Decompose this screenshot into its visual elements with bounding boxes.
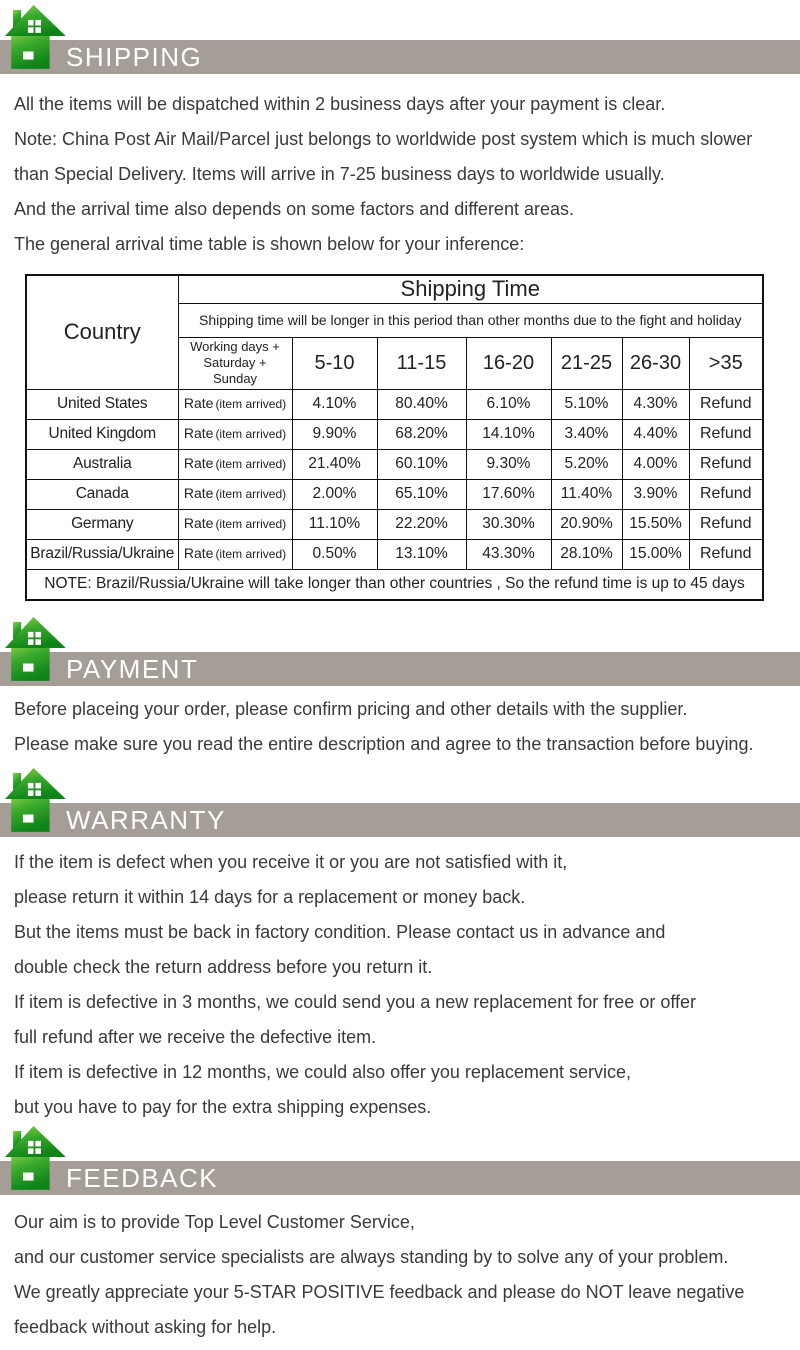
paragraph-line: please return it within 14 days for a replacement or money back.: [14, 887, 526, 907]
pct-cell: 3.90%: [622, 479, 689, 509]
pct-cell: 4.30%: [622, 389, 689, 419]
refund-cell: Refund: [689, 539, 763, 569]
paragraph-line: feedback without asking for help.: [14, 1317, 277, 1337]
pct-cell: 11.10%: [292, 509, 377, 539]
pct-cell: 68.20%: [377, 419, 466, 449]
table-row: [26, 479, 763, 509]
paragraph-line: The general arrival time table is shown below for your inference:: [14, 234, 525, 254]
refund-cell: Refund: [689, 389, 763, 419]
country-cell: United States: [26, 389, 178, 419]
pct-cell: 80.40%: [377, 389, 466, 419]
rate-sublabel: (item arrived): [215, 487, 287, 501]
table-row: [26, 449, 763, 479]
pct-cell: 21.40%: [292, 449, 377, 479]
paragraph-line: double check the return address before you return it.: [14, 957, 433, 977]
table-header-row: [26, 275, 763, 303]
pct-cell: 9.30%: [466, 449, 551, 479]
payment-text: [14, 692, 800, 762]
pct-cell: 2.00%: [292, 479, 377, 509]
rate-cell: [178, 389, 292, 419]
feedback-header: [0, 1125, 800, 1195]
pct-cell: 6.10%: [466, 389, 551, 419]
shipping-header: [0, 4, 800, 74]
paragraph-line: If item is defective in 3 months, we could send you a new replacement for free or offer: [14, 992, 697, 1012]
paragraph-line: And the arrival time also depends on some factors and different areas.: [14, 199, 574, 219]
pct-cell: 15.50%: [622, 509, 689, 539]
shipping-time-table: [25, 274, 764, 601]
warranty-title: WARRANTY: [66, 804, 226, 835]
feedback-title: FEEDBACK: [66, 1162, 219, 1193]
house-icon: [5, 766, 67, 832]
refund-cell: Refund: [689, 509, 763, 539]
feedback-text: [14, 1205, 800, 1345]
pct-cell: 30.30%: [466, 509, 551, 539]
pct-cell: 3.40%: [551, 419, 622, 449]
pct-cell: 4.10%: [292, 389, 377, 419]
pct-cell: 17.60%: [466, 479, 551, 509]
paragraph-line: We greatly appreciate your 5-STAR POSITIVE feedback and please do NOT leave negative: [14, 1282, 745, 1302]
house-icon: [5, 1124, 67, 1190]
section-shipping: [0, 4, 800, 601]
pct-cell: 9.90%: [292, 419, 377, 449]
pct-cell: 14.10%: [466, 419, 551, 449]
refund-cell: Refund: [689, 449, 763, 479]
rate-sublabel: (item arrived): [215, 397, 287, 411]
day-range-cell: 11-15: [377, 337, 466, 389]
warranty-banner: [0, 803, 800, 837]
shipping-banner: [0, 40, 800, 74]
rate-cell: [178, 509, 292, 539]
house-icon: [5, 3, 67, 69]
payment-title: PAYMENT: [66, 653, 199, 684]
warranty-text: [14, 845, 800, 1125]
paragraph-line: If item is defective in 12 months, we could also offer you replacement service,: [14, 1062, 631, 1082]
country-header-cell: Country: [26, 275, 178, 389]
pct-cell: 11.40%: [551, 479, 622, 509]
paragraph-line: than Special Delivery. Items will arrive in 7-25 business days to worldwide usually.: [14, 164, 665, 184]
country-cell: Brazil/Russia/Ukraine: [26, 539, 178, 569]
rate-sublabel: (item arrived): [215, 457, 287, 471]
rate-cell: [178, 539, 292, 569]
subheader-cell: Shipping time will be longer in this period than other months due to the fight and holiday: [178, 303, 763, 337]
rate-sublabel: (item arrived): [215, 517, 287, 531]
payment-banner: [0, 652, 800, 686]
house-icon: [5, 615, 67, 681]
day-range-cell: 21-25: [551, 337, 622, 389]
rate-label: Rate: [183, 515, 214, 531]
working-days-cell: Working days + Saturday + Sunday: [178, 337, 292, 389]
pct-cell: 20.90%: [551, 509, 622, 539]
pct-cell: 65.10%: [377, 479, 466, 509]
paragraph-line: All the items will be dispatched within 2 business days after your payment is clear.: [14, 94, 666, 114]
rate-sublabel: (item arrived): [215, 547, 287, 561]
rate-cell: [178, 449, 292, 479]
pct-cell: 4.40%: [622, 419, 689, 449]
section-payment: [0, 616, 800, 762]
paragraph-line: full refund after we receive the defective item.: [14, 1027, 377, 1047]
pct-cell: 15.00%: [622, 539, 689, 569]
shipping-time-header-cell: Shipping Time: [178, 275, 763, 303]
paragraph-line: but you have to pay for the extra shipping expenses.: [14, 1097, 432, 1117]
rate-cell: [178, 419, 292, 449]
pct-cell: 28.10%: [551, 539, 622, 569]
table-row: [26, 389, 763, 419]
paragraph-line: Please make sure you read the entire description and agree to the transaction before buying.: [14, 734, 754, 754]
paragraph-line: and our customer service specialists are always standing by to solve any of your problem.: [14, 1247, 729, 1267]
paragraph-line: Before placeing your order, please confirm pricing and other details with the supplier.: [14, 699, 688, 719]
section-feedback: [0, 1125, 800, 1345]
table-row: [26, 419, 763, 449]
refund-cell: Refund: [689, 479, 763, 509]
rate-label: Rate: [183, 425, 214, 441]
rate-sublabel: (item arrived): [215, 427, 287, 441]
shipping-title: SHIPPING: [66, 41, 203, 72]
feedback-banner: [0, 1161, 800, 1195]
pct-cell: 22.20%: [377, 509, 466, 539]
pct-cell: 0.50%: [292, 539, 377, 569]
rate-label: Rate: [183, 545, 214, 561]
pct-cell: 5.10%: [551, 389, 622, 419]
day-range-cell: 26-30: [622, 337, 689, 389]
table-note-row: [26, 569, 763, 600]
rate-label: Rate: [183, 455, 214, 471]
paragraph-line: But the items must be back in factory condition. Please contact us in advance and: [14, 922, 666, 942]
pct-cell: 4.00%: [622, 449, 689, 479]
payment-header: [0, 616, 800, 686]
day-range-cell: 5-10: [292, 337, 377, 389]
country-cell: Germany: [26, 509, 178, 539]
shipping-text: [14, 87, 800, 262]
pct-cell: 5.20%: [551, 449, 622, 479]
table-row: [26, 539, 763, 569]
country-cell: Australia: [26, 449, 178, 479]
rate-cell: [178, 479, 292, 509]
refund-cell: Refund: [689, 419, 763, 449]
pct-cell: 60.10%: [377, 449, 466, 479]
note-cell: NOTE: Brazil/Russia/Ukraine will take longer than other countries , So the refund time is up to 45 days: [26, 569, 763, 600]
country-cell: Canada: [26, 479, 178, 509]
rate-label: Rate: [183, 395, 214, 411]
country-cell: United Kingdom: [26, 419, 178, 449]
paragraph-line: Our aim is to provide Top Level Customer Service,: [14, 1212, 415, 1232]
warranty-header: [0, 767, 800, 837]
day-range-cell: >35: [689, 337, 763, 389]
paragraph-line: If the item is defect when you receive it or you are not satisfied with it,: [14, 852, 568, 872]
paragraph-line: Note: China Post Air Mail/Parcel just belongs to worldwide post system which is much slower: [14, 129, 753, 149]
day-range-cell: 16-20: [466, 337, 551, 389]
rate-label: Rate: [183, 485, 214, 501]
pct-cell: 13.10%: [377, 539, 466, 569]
section-warranty: [0, 767, 800, 1125]
table-row: [26, 509, 763, 539]
pct-cell: 43.30%: [466, 539, 551, 569]
